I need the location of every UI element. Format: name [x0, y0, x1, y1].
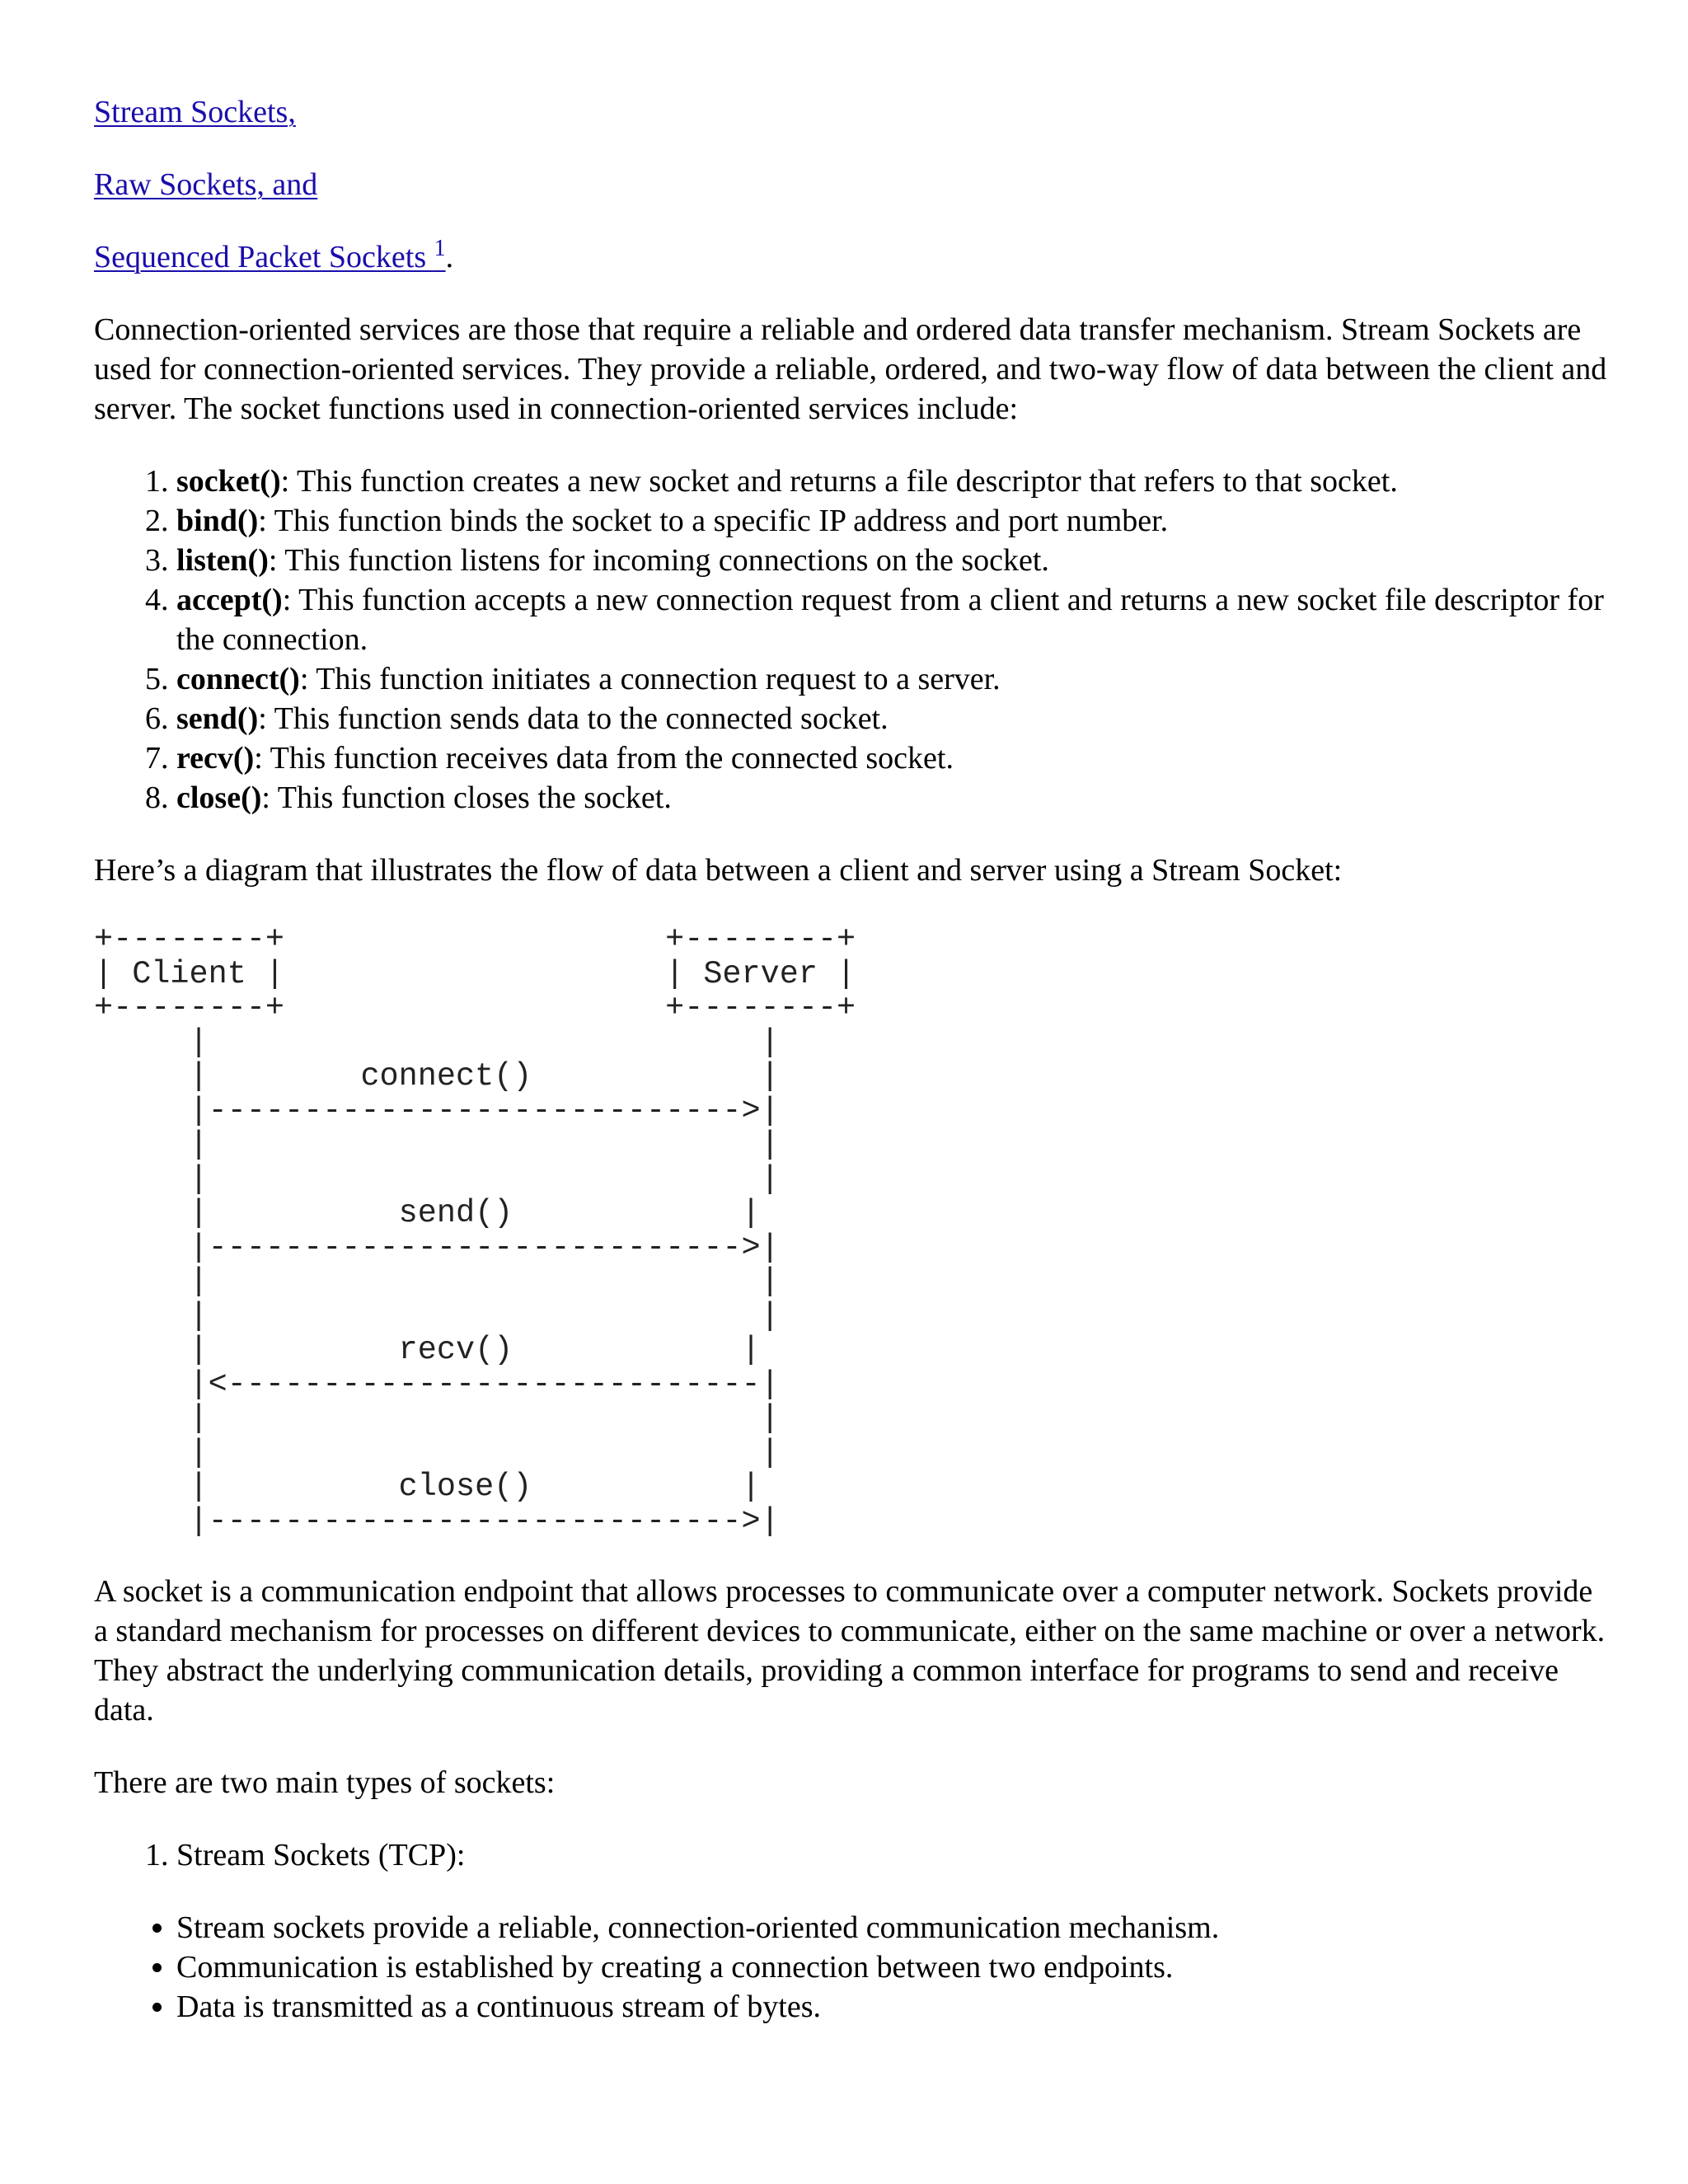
function-desc: : This function sends data to the connected socket.	[258, 701, 889, 736]
list-item	[176, 501, 1611, 541]
list-item	[176, 778, 1611, 818]
client-server-ascii-diagram: +--------+ +--------+ | Client | | Server | +--------+ +--------+ | | | connect() | |---------------------------->| | | | | | send() | |---------------------------->| | | | | | recv() | |<----------------------------| | | | | | close() | |---------------------------->|	[94, 921, 856, 1540]
function-name: send()	[176, 701, 259, 736]
link-raw-sockets[interactable]: Raw Sockets, and	[94, 167, 318, 202]
list-item	[176, 699, 1611, 738]
socket-types-list	[94, 1835, 1611, 1875]
function-name: connect()	[176, 662, 300, 696]
list-item	[176, 580, 1611, 659]
list-item	[176, 541, 1611, 580]
link-sequenced-packet-sockets-block	[94, 237, 1611, 277]
list-item: 1. Stream Sockets (TCP):	[176, 1835, 1611, 1875]
bullet-item: • Communication is established by creating a connection between two endpoints.	[176, 1947, 1611, 1987]
function-name: recv()	[176, 741, 255, 776]
function-desc: : This function creates a new socket and returns a file descriptor that refers to that socket.	[280, 464, 1398, 499]
link-raw-sockets-block	[94, 165, 1611, 204]
link-trailing-period: .	[445, 240, 454, 274]
function-name: close()	[176, 780, 262, 815]
list-item	[176, 659, 1611, 699]
document-page	[94, 92, 1611, 2027]
footnote-marker[interactable]: 1	[434, 236, 446, 261]
bullet-item: • Stream sockets provide a reliable, connection-oriented communication mechanism.	[176, 1908, 1611, 1947]
list-item	[176, 462, 1611, 501]
bullet-item: • Data is transmitted as a continuous stream of bytes.	[176, 1987, 1611, 2027]
link-sequenced-packet-sockets-label: Sequenced Packet Sockets	[94, 240, 434, 274]
socket-functions-list	[94, 462, 1611, 818]
socket-types-intro: There are two main types of sockets:	[94, 1765, 556, 1800]
function-name: accept()	[176, 583, 283, 617]
function-name: listen()	[176, 543, 269, 578]
list-item	[176, 738, 1611, 778]
function-name: bind()	[176, 504, 259, 538]
link-stream-sockets[interactable]: Stream Sockets,	[94, 95, 296, 129]
function-desc: : This function initiates a connection request to a server.	[299, 662, 1001, 696]
function-desc: : This function accepts a new connection request from a client and returns a new socket file descriptor for the connection.	[176, 583, 1604, 657]
link-sequenced-packet-sockets[interactable]	[94, 236, 446, 274]
function-name: socket()	[176, 464, 281, 499]
function-desc: : This function closes the socket.	[261, 780, 672, 815]
stream-sockets-bullets	[94, 1908, 1611, 2027]
diagram-intro-paragraph: Here’s a diagram that illustrates the flow of data between a client and server using a Stream Socket:	[94, 853, 1343, 888]
function-desc: : This function receives data from the connected socket.	[254, 741, 954, 776]
link-stream-sockets-block	[94, 92, 1611, 132]
function-desc: : This function listens for incoming connections on the socket.	[268, 543, 1049, 578]
function-desc: : This function binds the socket to a specific IP address and port number.	[258, 504, 1169, 538]
intro-paragraph: Connection-oriented services are those that require a reliable and ordered data transfer mechanism. Stream Sockets are used for connection-oriented services. They provide a reliable, ordered, and two-way flow of data between the client and server. The socket functions used in connection-oriented services include:	[94, 312, 1607, 426]
socket-definition-paragraph: A socket is a communication endpoint that allows processes to communicate over a computer network. Sockets provide a standard mechanism for processes on different devices to communicate, either on the same machine or over a network. They abstract the underlying communication details, providing a common interface for programs to send and receive data.	[94, 1574, 1606, 1727]
